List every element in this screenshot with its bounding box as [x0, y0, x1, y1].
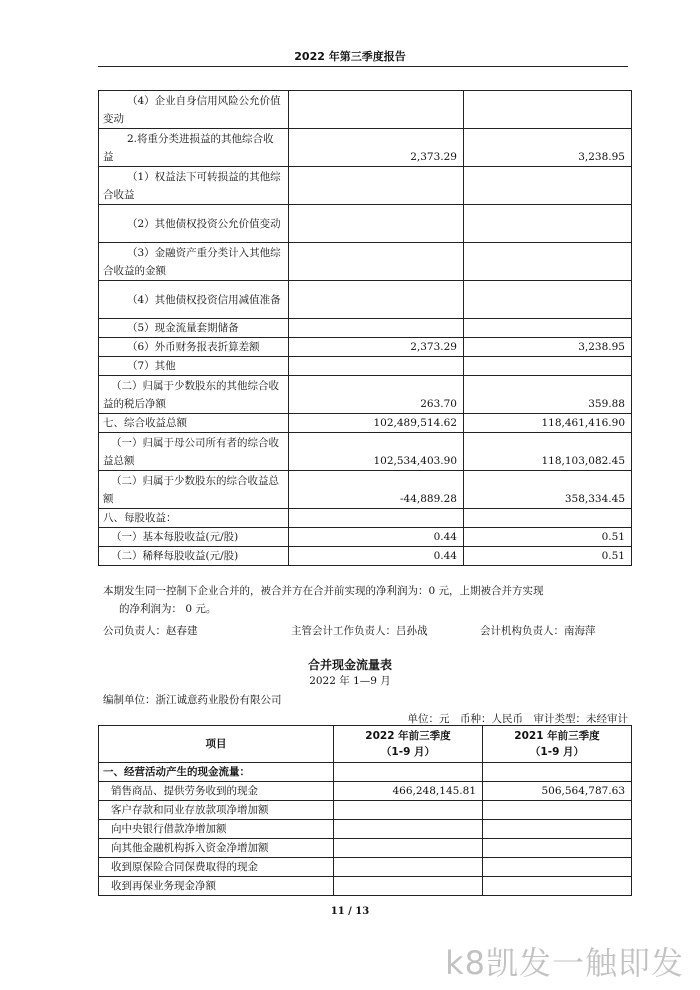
row-label: 销售商品、提供劳务收到的现金: [99, 782, 334, 801]
row-label: （2）其他债权投资公允价值变动: [99, 205, 289, 243]
current-period-value: [334, 801, 483, 820]
row-label: 收到再保业务现金净额: [99, 877, 334, 896]
prior-period-value: [483, 820, 632, 839]
column-header-current-months: （1-9 月）: [380, 746, 436, 758]
table-row: [99, 281, 632, 319]
current-period-value: [289, 509, 464, 528]
current-period-value: 0.44: [289, 528, 464, 547]
row-label: 向中央银行借款净增加额: [99, 820, 334, 839]
table-cell: [483, 763, 632, 782]
prior-period-value: 118,461,416.90: [464, 414, 632, 433]
cash-flow-header-row: [99, 726, 632, 763]
current-period-value: 2,373.29: [289, 129, 464, 167]
row-label: 八、每股收益：: [99, 509, 289, 528]
current-period-value: [289, 91, 464, 129]
unit-currency-audit: 单位：元 币种：人民币 审计类型：未经审计: [407, 713, 628, 725]
prior-period-value: 118,103,082.45: [464, 433, 632, 471]
table-row: [99, 547, 632, 566]
compiler-unit: 编制单位：浙江诚意药业股份有限公司: [103, 694, 282, 706]
prior-period-value: [464, 319, 632, 338]
table-row: [99, 414, 632, 433]
table-row: [99, 319, 632, 338]
current-period-value: [334, 877, 483, 896]
current-period-value: 102,489,514.62: [289, 414, 464, 433]
table-row: [99, 528, 632, 547]
current-period-value: 0.44: [289, 547, 464, 566]
table-row: [99, 167, 632, 205]
prior-period-value: [483, 858, 632, 877]
table-row: [99, 91, 632, 129]
column-header-item: 项目: [99, 726, 334, 763]
current-period-value: [334, 839, 483, 858]
row-label: （6）外币财务报表折算差额: [99, 338, 289, 357]
prior-period-value: 0.51: [464, 547, 632, 566]
current-period-value: [334, 820, 483, 839]
table-row: [99, 243, 632, 281]
row-label: （5）现金流量套期储备: [99, 319, 289, 338]
current-period-value: -44,889.28: [289, 471, 464, 509]
prior-period-value: [483, 801, 632, 820]
watermark-text: k8凯发一触即发: [445, 944, 684, 982]
row-label: （一）归属于母公司所有者的综合收益总额: [99, 433, 289, 471]
table-row: [99, 839, 632, 858]
current-period-value: [289, 243, 464, 281]
accounting-org-head-signature: 会计机构负责人：南海萍: [480, 625, 596, 637]
current-period-value: [289, 167, 464, 205]
current-period-value: [289, 357, 464, 376]
row-label: 七、综合收益总额: [99, 414, 289, 433]
section-operating-activities: 一、经营活动产生的现金流量：: [99, 763, 334, 782]
table-row: [99, 338, 632, 357]
column-header-prior-period: 2021 年前三季度: [514, 730, 600, 742]
cash-flow-table: [98, 725, 632, 896]
table-row: [99, 357, 632, 376]
current-period-value: 102,534,403.90: [289, 433, 464, 471]
current-period-value: 263.70: [289, 376, 464, 414]
prior-period-value: 3,238.95: [464, 338, 632, 357]
row-label: （4）企业自身信用风险公允价值变动: [99, 91, 289, 129]
current-period-value: [289, 319, 464, 338]
table-row: [99, 471, 632, 509]
prior-period-value: 3,238.95: [464, 129, 632, 167]
row-label: （二）归属于少数股东的综合收益总额: [99, 471, 289, 509]
table-row: [99, 376, 632, 414]
prior-period-value: [464, 509, 632, 528]
column-header-current-period: 2022 年前三季度: [365, 730, 451, 742]
prior-period-value: [464, 243, 632, 281]
prior-period-value: 506,564,787.63: [483, 782, 632, 801]
table-row: [99, 877, 632, 896]
prior-period-value: 359.88: [464, 376, 632, 414]
table-row: [99, 782, 632, 801]
section-row: [99, 763, 632, 782]
current-period-value: 466,248,145.81: [334, 782, 483, 801]
row-label: 客户存款和同业存放款项净增加额: [99, 801, 334, 820]
prior-period-value: [464, 167, 632, 205]
row-label: （二）稀释每股收益(元/股): [99, 547, 289, 566]
current-period-value: [289, 281, 464, 319]
prior-period-value: [464, 205, 632, 243]
current-period-value: 2,373.29: [289, 338, 464, 357]
table-row: [99, 820, 632, 839]
prior-period-value: [464, 281, 632, 319]
table-row: [99, 801, 632, 820]
column-header-prior: [483, 726, 632, 763]
row-label: （3）金融资产重分类计入其他综合收益的金额: [99, 243, 289, 281]
cash-flow-title: 合并现金流量表: [307, 658, 392, 672]
row-label: （一）基本每股收益(元/股): [99, 528, 289, 547]
prior-period-value: 0.51: [464, 528, 632, 547]
merger-note-line-1: 本期发生同一控制下企业合并的，被合并方在合并前实现的净利润为：0 元，上期被合并方实现: [103, 585, 544, 597]
column-header-current: [334, 726, 483, 763]
prior-period-value: [464, 91, 632, 129]
table-row: [99, 509, 632, 528]
column-header-prior-months: （1-9 月）: [529, 746, 585, 758]
row-label: （二）归属于少数股东的其他综合收益的税后净额: [99, 376, 289, 414]
header-divider: [98, 66, 628, 67]
row-label: （4）其他债权投资信用减值准备: [99, 281, 289, 319]
report-header-title: 2022 年第三季度报告: [294, 50, 406, 63]
table-row: [99, 433, 632, 471]
company-head-signature: 公司负责人：赵春建: [103, 625, 198, 637]
merger-note-line-2: 的净利润为： 0 元。: [119, 603, 217, 615]
prior-period-value: [483, 839, 632, 858]
row-label: 收到原保险合同保费取得的现金: [99, 858, 334, 877]
row-label: 向其他金融机构拆入资金净增加额: [99, 839, 334, 858]
table-cell: [334, 763, 483, 782]
table-row: [99, 858, 632, 877]
row-label: 2.将重分类进损益的其他综合收益: [99, 129, 289, 167]
accounting-head-signature: 主管会计工作负责人：吕孙战: [291, 625, 428, 637]
table-row: [99, 205, 632, 243]
current-period-value: [289, 205, 464, 243]
prior-period-value: [483, 877, 632, 896]
row-label: （7）其他: [99, 357, 289, 376]
income-statement-table: [98, 90, 632, 566]
table-row: [99, 129, 632, 167]
prior-period-value: 358,334.45: [464, 471, 632, 509]
row-label: （1）权益法下可转损益的其他综合收益: [99, 167, 289, 205]
current-period-value: [334, 858, 483, 877]
cash-flow-period: 2022 年 1—9 月: [309, 675, 391, 687]
prior-period-value: [464, 357, 632, 376]
page-number: 11 / 13: [330, 906, 370, 917]
